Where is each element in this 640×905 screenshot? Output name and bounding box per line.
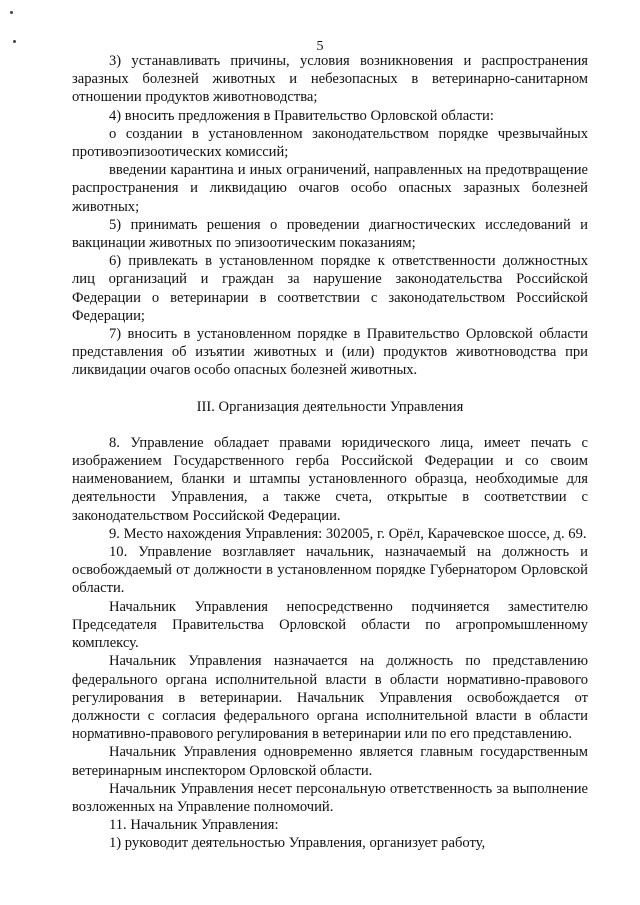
paragraph: о создании в установленном законодательством порядке чрезвычайных противоэпизоотических комиссий; [72, 125, 588, 161]
page-number: 5 [316, 39, 324, 54]
paragraph: 10. Управление возглавляет начальник, назначаемый на должность и освобождаемый от должности в установленном порядке Губернатором Орловской области. [72, 544, 588, 597]
paragraph: 3) устанавливать причины, условия возникновения и распространения заразных болезней животных и небезопасных в ветеринарно-санитарном отношении продуктов животноводства; [72, 53, 588, 106]
paragraph: 5) принимать решения о проведении диагностических исследований и вакцинации животных по эпизоотическим показаниям; [72, 216, 588, 252]
document-body [72, 52, 588, 853]
paragraph: 7) вносить в установленном порядке в Правительство Орловской области представления об изъятии животных и (или) продуктов животноводства при ликвидации очагов особо опасных болезней животных. [72, 326, 588, 379]
paragraph: 8. Управление обладает правами юридического лица, имеет печать с изображением Государственного герба Российской Федерации и со своим наименованием, бланки и штампы установленного образца, необходимые для деятельности Управления, а также счета, открытые в соответствии с законодательством Российской Федерации. [72, 434, 588, 524]
paragraph: Начальник Управления несет персональную ответственность за выполнение возложенных на Управление полномочий. [72, 780, 588, 815]
paragraph: Начальник Управления одновременно является главным государственным ветеринарным инспектором Орловской области. [72, 744, 588, 779]
paragraph: 4) вносить предложения в Правительство Орловской области: [109, 107, 494, 124]
paragraph: 6) привлекать в установленном порядке к ответственности должностных лиц организаций и граждан за нарушение законодательства Российской Федерации о ветеринарии в соответствии с законодательством Российской Федерации; [72, 253, 588, 324]
paragraph: Начальник Управления назначается на должность по представлению федерального органа исполнительной власти в области нормативно-правового регулирования в ветеринарии. Начальник Управления освобождается от должности с согласия федерального органа исполнительной власти в области нормативно-правового регулирования в ветеринарии или по его представлению. [72, 653, 588, 743]
section-heading: III. Организация деятельности Управления [196, 398, 464, 415]
paragraph: 9. Место нахождения Управления: 302005, г. Орёл, Карачевское шоссе, д. 69. [109, 525, 587, 542]
paragraph: 11. Начальник Управления: [109, 817, 279, 834]
paragraph: 1) руководит деятельностью Управления, организует работу, [109, 835, 486, 852]
paragraph: введении карантина и иных ограничений, направленных на предотвращение распространения и ликвидацию очагов особо опасных заразных болезней животных; [72, 162, 588, 215]
paragraph: Начальник Управления непосредственно подчиняется заместителю Председателя Правительства Орловской области по агропромышленному комплексу. [72, 598, 588, 652]
scan-artifact-dot [10, 11, 13, 14]
